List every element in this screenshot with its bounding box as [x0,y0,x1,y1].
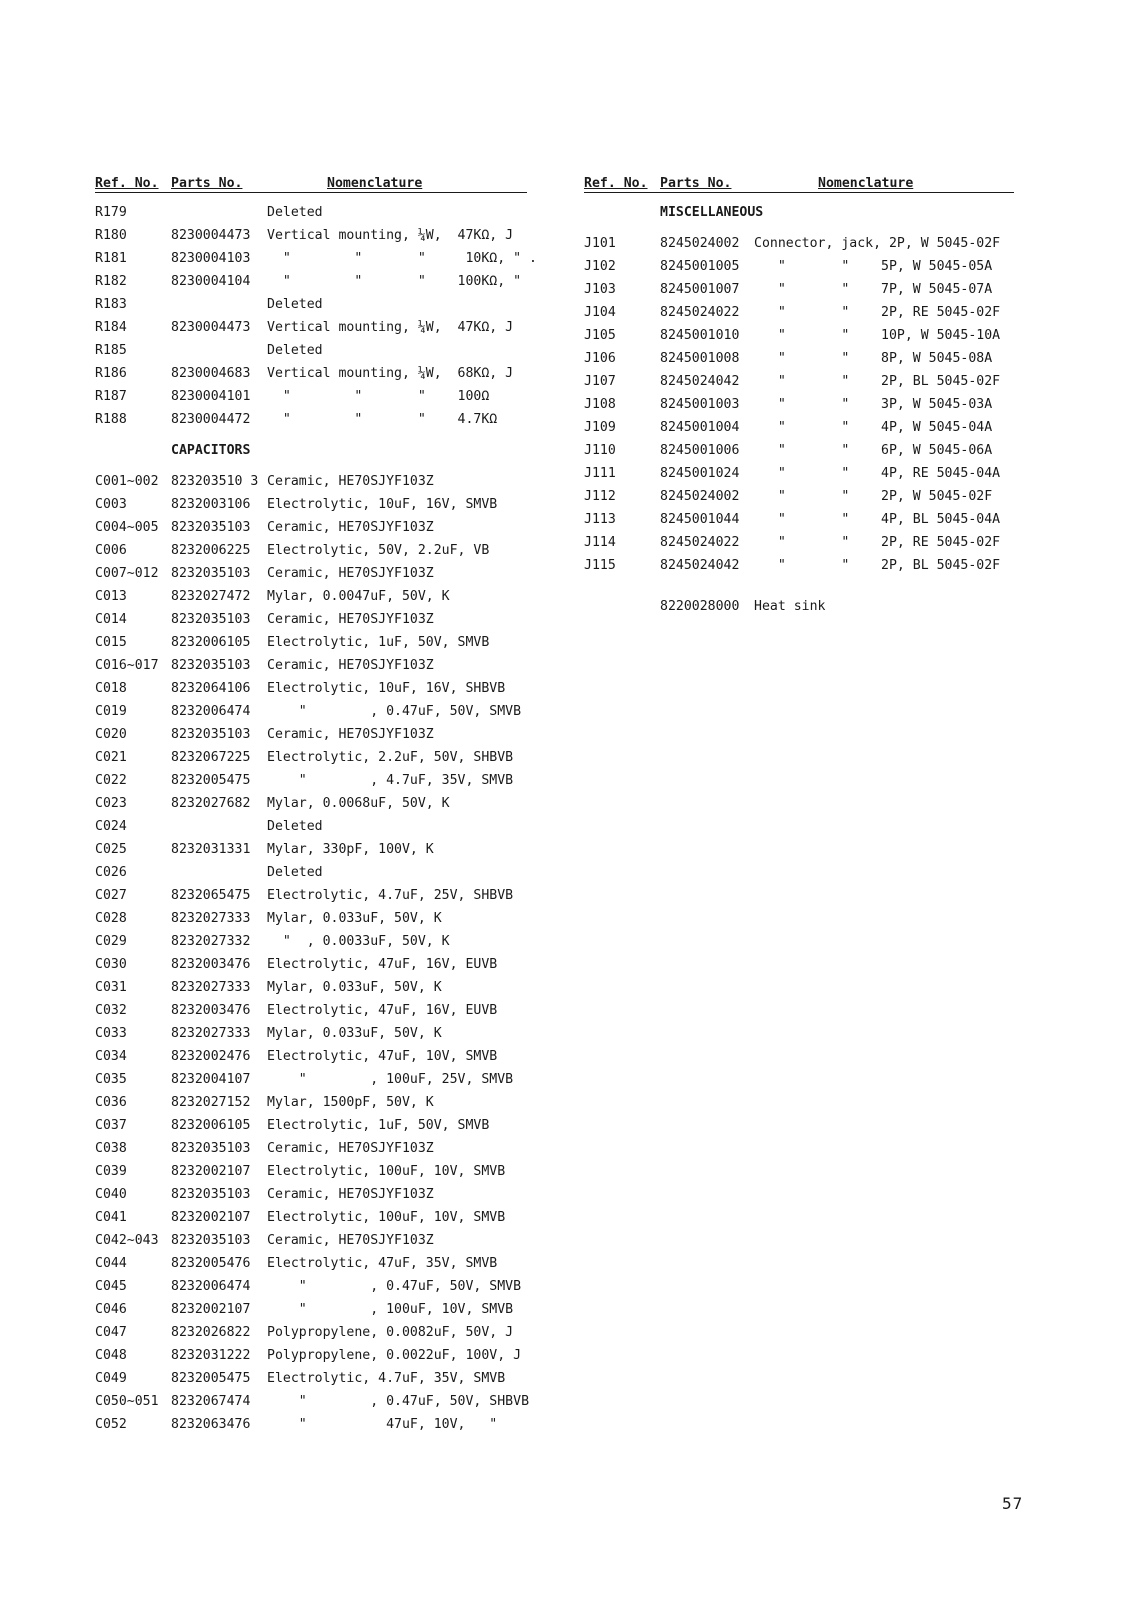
nomenclature: Mylar, 0.033uF, 50V, K [267,1026,442,1041]
table-row [95,608,527,631]
ref-no: C018 [95,681,127,696]
table-row [95,1206,527,1229]
table-row [95,792,527,815]
nomenclature: Electrolytic, 47uF, 10V, SMVB [267,1049,498,1064]
ref-no: C032 [95,1003,127,1018]
nomenclature-header: Nomenclature [327,176,423,191]
nomenclature: Connector, jack, 2P, W 5045-02F [754,236,1001,251]
ref-no: R184 [95,320,127,335]
part-number: 8232065475 [171,888,251,903]
table-row [95,516,527,539]
nomenclature: Mylar, 0.0068uF, 50V, K [267,796,450,811]
ref-no: C036 [95,1095,127,1110]
table-row [95,1413,527,1436]
nomenclature: " " " 4.7KΩ [267,412,498,427]
nomenclature: " , 0.47uF, 50V, SMVB [267,1279,522,1294]
nomenclature: " " 10P, W 5045-10A [754,328,1001,343]
part-number: 8232003476 [171,957,251,972]
part-number: 8232067474 [171,1394,251,1409]
nomenclature: " " " 10KΩ, " . [267,251,537,266]
ref-no-header: Ref. No. [584,176,648,191]
part-number: 8230004473 [171,228,251,243]
table-row [584,531,1014,554]
part-number: 8232035103 [171,1233,251,1248]
table-row [584,301,1014,324]
table-row [95,815,527,838]
table-row [95,339,527,362]
ref-no: C026 [95,865,127,880]
part-number: 8230004103 [171,251,251,266]
nomenclature: " , 0.47uF, 50V, SHBVB [267,1394,530,1409]
nomenclature: " " 2P, RE 5045-02F [754,305,1001,320]
part-number: 8232035103 [171,1141,251,1156]
nomenclature: Polypropylene, 0.0022uF, 100V, J [267,1348,522,1363]
table-row [584,462,1014,485]
table-row [95,362,527,385]
table-row [584,255,1014,278]
table-row [584,508,1014,531]
part-number: 8245024002 [660,489,740,504]
ref-no: C013 [95,589,127,604]
ref-no: J106 [584,351,616,366]
part-number: 8232026822 [171,1325,251,1340]
nomenclature: Vertical mounting, ¼W, 68KΩ, J [267,366,514,381]
ref-no: C016~017 [95,658,159,673]
part-number: 8232002107 [171,1302,251,1317]
ref-no: C041 [95,1210,127,1225]
table-row [95,907,527,930]
nomenclature: Electrolytic, 47uF, 35V, SMVB [267,1256,498,1271]
ref-no: C014 [95,612,127,627]
part-number: 8232064106 [171,681,251,696]
part-number: 8245001003 [660,397,740,412]
ref-no: J112 [584,489,616,504]
table-row [584,439,1014,462]
table-row [95,884,527,907]
table-row [95,539,527,562]
nomenclature: Electrolytic, 100uF, 10V, SMVB [267,1210,506,1225]
table-row [584,370,1014,393]
nomenclature: Heat sink [754,599,826,614]
nomenclature: " " 2P, W 5045-02F [754,489,993,504]
nomenclature: Ceramic, HE70SJYF103Z [267,1141,434,1156]
nomenclature: " " 5P, W 5045-05A [754,259,993,274]
nomenclature: " " 4P, BL 5045-04A [754,512,1001,527]
table-header [584,176,1014,193]
table-row [95,270,527,293]
nomenclature: " " 6P, W 5045-06A [754,443,993,458]
part-number: 8232003476 [171,1003,251,1018]
part-number: 8232027333 [171,1026,251,1041]
ref-no: C004~005 [95,520,159,535]
table-row [584,416,1014,439]
part-number: 8220028000 [660,599,740,614]
nomenclature: Electrolytic, 47uF, 16V, EUVB [267,957,498,972]
ref-no: J105 [584,328,616,343]
ref-no: J115 [584,558,616,573]
part-number: 8232027333 [171,980,251,995]
part-number: 8245024022 [660,535,740,550]
ref-no: C003 [95,497,127,512]
nomenclature: Deleted [267,819,323,834]
ref-no: C022 [95,773,127,788]
ref-no: C030 [95,957,127,972]
part-number: 8232006474 [171,1279,251,1294]
nomenclature: Deleted [267,865,323,880]
part-number: 8232027152 [171,1095,251,1110]
nomenclature: " " 4P, W 5045-04A [754,420,993,435]
table-row [95,1367,527,1390]
part-number: 8232006105 [171,635,251,650]
part-number: 8232067225 [171,750,251,765]
part-number: 8232035103 [171,520,251,535]
jack-list [584,232,1014,577]
table-row [95,1045,527,1068]
part-number: 8232027682 [171,796,251,811]
table-row [95,1229,527,1252]
nomenclature-header: Nomenclature [818,176,914,191]
nomenclature: " 47uF, 10V, " [267,1417,498,1432]
part-number: 8245024022 [660,305,740,320]
page-number: 57 [1002,1494,1024,1513]
ref-no: C040 [95,1187,127,1202]
nomenclature: Ceramic, HE70SJYF103Z [267,1233,434,1248]
table-row [95,723,527,746]
ref-no: J102 [584,259,616,274]
ref-no: C024 [95,819,127,834]
part-number: 8245001010 [660,328,740,343]
nomenclature: Ceramic, HE70SJYF103Z [267,612,434,627]
nomenclature: Electrolytic, 47uF, 16V, EUVB [267,1003,498,1018]
part-number: 8230004472 [171,412,251,427]
part-number: 8245001006 [660,443,740,458]
part-number: 8245001005 [660,259,740,274]
ref-no: J111 [584,466,616,481]
heat-sink-row [584,595,1014,618]
part-number: 8232002476 [171,1049,251,1064]
nomenclature: Electrolytic, 4.7uF, 25V, SHBVB [267,888,514,903]
table-row [95,562,527,585]
nomenclature: Electrolytic, 10uF, 16V, SMVB [267,497,498,512]
table-row [95,585,527,608]
capacitors-heading: CAPACITORS [171,443,251,458]
ref-no: C019 [95,704,127,719]
ref-no: J104 [584,305,616,320]
table-row [95,746,527,769]
nomenclature: Vertical mounting, ¼W, 47KΩ, J [267,228,514,243]
table-row [95,1298,527,1321]
ref-no: R180 [95,228,127,243]
ref-no: J101 [584,236,616,251]
nomenclature: Deleted [267,297,323,312]
table-row [95,1275,527,1298]
table-row [95,1068,527,1091]
part-number: 8232027472 [171,589,251,604]
nomenclature: Polypropylene, 0.0082uF, 50V, J [267,1325,514,1340]
ref-no: C048 [95,1348,127,1363]
nomenclature: " " 2P, BL 5045-02F [754,374,1001,389]
part-number: 8232035103 [171,727,251,742]
ref-no: C020 [95,727,127,742]
ref-no: C015 [95,635,127,650]
ref-no: C035 [95,1072,127,1087]
ref-no: C049 [95,1371,127,1386]
part-number: 8232005476 [171,1256,251,1271]
part-number: 8232005475 [171,1371,251,1386]
ref-no: J109 [584,420,616,435]
part-number: 8232035103 [171,658,251,673]
table-row [584,554,1014,577]
part-number: 8230004101 [171,389,251,404]
table-row [95,1022,527,1045]
table-header [95,176,527,193]
part-number: 8232003106 [171,497,251,512]
nomenclature: " " 8P, W 5045-08A [754,351,993,366]
ref-no: C038 [95,1141,127,1156]
ref-no: C045 [95,1279,127,1294]
table-row [95,1252,527,1275]
ref-no: C039 [95,1164,127,1179]
ref-no: C031 [95,980,127,995]
ref-no: C044 [95,1256,127,1271]
ref-no: J108 [584,397,616,412]
ref-no: R182 [95,274,127,289]
nomenclature: Ceramic, HE70SJYF103Z [267,566,434,581]
part-number: 8245024042 [660,374,740,389]
nomenclature: Electrolytic, 1uF, 50V, SMVB [267,1118,490,1133]
nomenclature: Ceramic, HE70SJYF103Z [267,658,434,673]
nomenclature: " , 0.0033uF, 50V, K [267,934,450,949]
nomenclature: Ceramic, HE70SJYF103Z [267,520,434,535]
nomenclature: " " 2P, RE 5045-02F [754,535,1001,550]
ref-no: C021 [95,750,127,765]
table-row [95,1091,527,1114]
ref-no-header: Ref. No. [95,176,159,191]
part-number: 8230004683 [171,366,251,381]
ref-no: C046 [95,1302,127,1317]
part-number: 8232002107 [171,1164,251,1179]
part-number: 8232031331 [171,842,251,857]
table-row [584,324,1014,347]
part-number: 8245024042 [660,558,740,573]
ref-no: C027 [95,888,127,903]
nomenclature: Electrolytic, 4.7uF, 35V, SMVB [267,1371,506,1386]
ref-no: J107 [584,374,616,389]
ref-no: C052 [95,1417,127,1432]
nomenclature: " , 100uF, 10V, SMVB [267,1302,514,1317]
ref-no: R186 [95,366,127,381]
table-row [95,654,527,677]
part-number: 8232031222 [171,1348,251,1363]
part-number: 8232063476 [171,1417,251,1432]
part-number: 8232035103 [171,1187,251,1202]
nomenclature: Vertical mounting, ¼W, 47KΩ, J [267,320,514,335]
ref-no: C037 [95,1118,127,1133]
nomenclature: Mylar, 0.0047uF, 50V, K [267,589,450,604]
table-row [584,347,1014,370]
nomenclature: Electrolytic, 100uF, 10V, SMVB [267,1164,506,1179]
table-row [95,700,527,723]
nomenclature: Electrolytic, 2.2uF, 50V, SHBVB [267,750,514,765]
table-row [584,232,1014,255]
ref-no: J114 [584,535,616,550]
ref-no: C050~051 [95,1394,159,1409]
table-row [95,1390,530,1413]
nomenclature: " " 3P, W 5045-03A [754,397,993,412]
ref-no: R181 [95,251,127,266]
table-row [95,999,527,1022]
nomenclature: Deleted [267,343,323,358]
parts-no-header: Parts No. [171,176,243,191]
ref-no: C023 [95,796,127,811]
table-row [95,1344,527,1367]
table-row [95,493,527,516]
part-number: 8232006474 [171,704,251,719]
nomenclature: Mylar, 0.033uF, 50V, K [267,911,442,926]
part-number: 8232005475 [171,773,251,788]
ref-no: C033 [95,1026,127,1041]
miscellaneous-heading: MISCELLANEOUS [660,205,764,220]
ref-no: J113 [584,512,616,527]
table-row [95,408,527,431]
nomenclature: Ceramic, HE70SJYF103Z [267,474,434,489]
capacitor-list [95,470,530,1436]
table-row [584,393,1014,416]
parts-list-right [584,176,1014,618]
table-row [95,769,527,792]
table-row [95,838,527,861]
table-row [95,930,527,953]
ref-no: R179 [95,205,127,220]
part-number: 8232004107 [171,1072,251,1087]
table-row [95,1114,527,1137]
table-row [95,953,527,976]
nomenclature: " " 4P, RE 5045-04A [754,466,1001,481]
nomenclature: Deleted [267,205,323,220]
part-number: 8245001008 [660,351,740,366]
table-row [95,316,527,339]
part-number: 8245001007 [660,282,740,297]
table-row [95,631,527,654]
table-row [95,976,527,999]
nomenclature: " " 7P, W 5045-07A [754,282,993,297]
table-row [584,278,1014,301]
part-number: 8232035103 [171,566,251,581]
part-number: 8232002107 [171,1210,251,1225]
table-row [584,485,1014,508]
ref-no: R187 [95,389,127,404]
nomenclature: " , 100uF, 25V, SMVB [267,1072,514,1087]
ref-no: R183 [95,297,127,312]
nomenclature: " " 2P, BL 5045-02F [754,558,1001,573]
table-row [95,470,527,493]
nomenclature: Electrolytic, 10uF, 16V, SHBVB [267,681,506,696]
ref-no: R185 [95,343,127,358]
part-number: 823203510 3 [171,474,259,489]
nomenclature: " " " 100KΩ, " [267,274,522,289]
resistor-list [95,201,537,431]
nomenclature: Mylar, 330pF, 100V, K [267,842,434,857]
nomenclature: " , 4.7uF, 35V, SMVB [267,773,514,788]
table-row [95,385,527,408]
ref-no: C025 [95,842,127,857]
table-row [95,1137,527,1160]
part-number: 8232006225 [171,543,251,558]
ref-no: R188 [95,412,127,427]
ref-no: J103 [584,282,616,297]
ref-no: C028 [95,911,127,926]
part-number: 8232027332 [171,934,251,949]
nomenclature: Ceramic, HE70SJYF103Z [267,1187,434,1202]
part-number: 8232027333 [171,911,251,926]
part-number: 8245024002 [660,236,740,251]
part-number: 8245001004 [660,420,740,435]
table-row [95,293,527,316]
nomenclature: Mylar, 0.033uF, 50V, K [267,980,442,995]
nomenclature: Ceramic, HE70SJYF103Z [267,727,434,742]
nomenclature: " " " 100Ω [267,389,490,404]
part-number: 8230004473 [171,320,251,335]
ref-no: C047 [95,1325,127,1340]
ref-no: C029 [95,934,127,949]
part-number: 8245001024 [660,466,740,481]
table-row [95,1160,527,1183]
nomenclature: Electrolytic, 1uF, 50V, SMVB [267,635,490,650]
table-row [95,201,527,224]
part-number: 8232006105 [171,1118,251,1133]
ref-no: C001~002 [95,474,159,489]
nomenclature: Mylar, 1500pF, 50V, K [267,1095,434,1110]
table-row [95,861,527,884]
part-number: 8230004104 [171,274,251,289]
table-row [95,677,527,700]
ref-no: C006 [95,543,127,558]
parts-no-header: Parts No. [660,176,732,191]
nomenclature: " , 0.47uF, 50V, SMVB [267,704,522,719]
ref-no: C007~012 [95,566,159,581]
ref-no: C042~043 [95,1233,159,1248]
part-number: 8245001044 [660,512,740,527]
table-row [95,247,537,270]
table-row [95,1321,527,1344]
table-row [95,1183,527,1206]
ref-no: C034 [95,1049,127,1064]
nomenclature: Electrolytic, 50V, 2.2uF, VB [267,543,490,558]
parts-list-left [95,176,537,1436]
part-number: 8232035103 [171,612,251,627]
ref-no: J110 [584,443,616,458]
table-row [95,224,527,247]
